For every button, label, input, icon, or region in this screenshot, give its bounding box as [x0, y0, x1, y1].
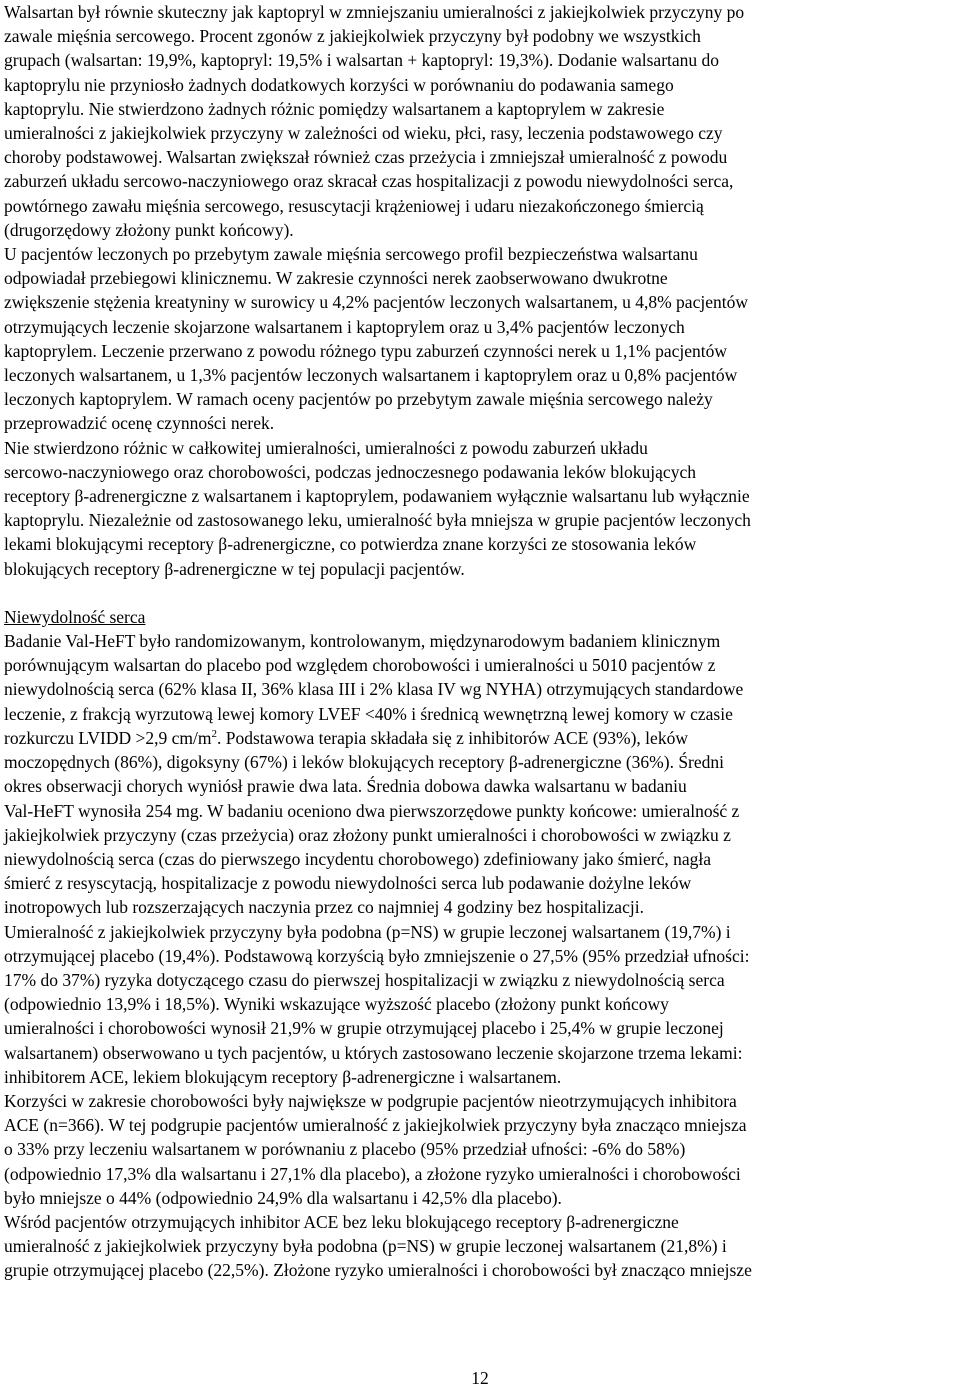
text-line: leczenie, z frakcją wyrzutową lewej komory LVEF <40% i średnicą wewnętrzną lewej komory w czasie [4, 703, 733, 724]
paragraph-safety-profile [4, 242, 956, 436]
text-line: zwiększenie stężenia kreatyniny w surowicy u 4,2% pacjentów leczonych walsartanem, u 4,8% pacjentów [4, 292, 748, 313]
text-line: grupie otrzymującej placebo (22,5%). Złożone ryzyko umieralności i chorobowości był znacząco mniejsze [4, 1260, 752, 1281]
text-line: (drugorzędowy złożony punkt końcowy). [4, 219, 294, 240]
text-line: powtórnego zawału mięśnia sercowego, resuscytacji krążeniowej i udaru niezakończonego śmiercią [4, 195, 704, 216]
text-line-with-superscript [4, 726, 956, 750]
text-line: sercowo-naczyniowego oraz chorobowości, podczas jednoczesnego podawania leków blokujących [4, 461, 696, 482]
text-line: niewydolnością serca (62% klasa II, 36% klasa III i 2% klasa IV wg NYHA) otrzymujących standardowe [4, 679, 744, 700]
text-line: inotropowych lub rozszerzających naczynia przez co najmniej 4 godziny bez hospitalizacji. [4, 897, 644, 918]
text-line: kaptoprylu nie przyniosło żadnych dodatkowych korzyści w porównaniu do podawania samego [4, 74, 674, 95]
text-line: otrzymującej placebo (19,4%). Podstawową korzyścią było zmniejszenie o 27,5% (95% przedział ufności: [4, 945, 750, 966]
text-line: choroby podstawowej. Walsartan zwiększał również czas przeżycia i zmniejszał umieralność z powodu [4, 147, 728, 168]
text-line: Val-HeFT wynosiła 254 mg. W badaniu oceniono dwa pierwszorzędowe punkty końcowe: umieralność z [4, 800, 740, 821]
superscript: 2 [211, 728, 218, 741]
text-line: umieralności z jakiejkolwiek przyczyny w zależności od wieku, płci, rasy, leczenia podstawowego czy [4, 123, 723, 144]
text-line: Korzyści w zakresie chorobowości były największe w podgrupie pacjentów nieotrzymujących inhibitora [4, 1090, 737, 1111]
text-line: Walsartan był równie skuteczny jak kaptopryl w zmniejszaniu umieralności z jakiejkolwiek przyczyny po [4, 2, 745, 22]
text-line: leczonych kaptoprylem. W ramach oceny pacjentów po przebytym zawale mięśnia sercowego należy [4, 389, 713, 410]
text-line: (odpowiednio 13,9% i 18,5%). Wyniki wskazujące wyższość placebo (złożony punkt końcowy [4, 994, 669, 1015]
text-line: kaptoprylem. Leczenie przerwano z powodu różnego typu zaburzeń czynności nerek u 1,1% pacjentów [4, 340, 728, 361]
text-line: śmierć z resyscytacją, hospitalizacje z powodu niewydolności serca lub podawanie dożylne leków [4, 873, 692, 894]
text-line: odpowiadał przebiegowi klinicznemu. W zakresie czynności nerek zaobserwowano dwukrotne [4, 268, 668, 289]
paragraph-mortality-comparison [4, 0, 956, 242]
text-line: kaptoprylu. Nie stwierdzono żadnych różnic pomiędzy walsartanem a kaptoprylem w zakresie [4, 98, 665, 119]
section-heading-heart-failure: Niewydolność serca [4, 606, 146, 627]
text-line: zaburzeń układu sercowo-naczyniowego oraz skracał czas hospitalizacji z powodu niewydolności serca, [4, 171, 734, 192]
text-line: porównującym walsartan do placebo pod względem chorobowości i umieralności u 5010 pacjentów z [4, 655, 716, 676]
page-number: 12 [471, 1368, 489, 1388]
text-line: umieralności i chorobowości wynosił 21,9% w grupie otrzymującej placebo i 25,4% w grupie leczonej [4, 1018, 724, 1039]
text-line: ACE (n=366). W tej podgrupie pacjentów umieralność z jakiejkolwiek przyczyny była znacząco mniejsza [4, 1115, 747, 1136]
paragraph-subgroup-ace-no-beta [4, 1210, 956, 1283]
paragraph-spacer [4, 581, 956, 605]
text-line: było mniejsze o 44% (odpowiednio 24,9% dla walsartanu i 42,5% dla placebo). [4, 1187, 562, 1208]
text-line: Wśród pacjentów otrzymujących inhibitor ACE bez leku blokującego receptory β-adrenergiczne [4, 1211, 679, 1232]
text-line: 17% do 37%) ryzyka dotyczącego czasu do pierwszej hospitalizacji w związku z niewydolnością serca [4, 969, 725, 990]
text-line: blokujących receptory β-adrenergiczne w tej populacji pacjentów. [4, 558, 465, 579]
text-fragment: . Podstawowa terapia składała się z inhibitorów ACE (93%), leków [217, 727, 688, 748]
text-line: leczonych walsartanem, u 1,3% pacjentów leczonych walsartanem i kaptoprylem oraz u 0,8% pacjentów [4, 365, 738, 386]
text-line: moczopędnych (86%), digoksyny (67%) i leków blokujących receptory β-adrenergiczne (36%). Średni [4, 752, 725, 773]
text-line: Umieralność z jakiejkolwiek przyczyny była podobna (p=NS) w grupie leczonej walsartanem (19,7%) i [4, 921, 731, 942]
text-line: walsartanem) obserwowano u tych pacjentów, u których zastosowano leczenie skojarzone trzema lekami: [4, 1042, 743, 1063]
text-line: jakiejkolwiek przyczyny (czas przeżycia) oraz złożony punkt umieralności i chorobowości w związku z [4, 824, 731, 845]
document-page [4, 0, 956, 1283]
text-line: umieralność z jakiejkolwiek przyczyny była podobna (p=NS) w grupie leczonej walsartanem (21,8%) i [4, 1236, 727, 1257]
text-line: o 33% przy leczeniu walsartanem w porównaniu z placebo (95% przedział ufności: -6% do 58%) [4, 1139, 686, 1160]
text-line: kaptoprylu. Niezależnie od zastosowanego leku, umieralność była mniejsza w grupie pacjentów leczonych [4, 510, 751, 531]
text-line: lekami blokującymi receptory β-adrenergiczne, co potwierdza znane korzyści ze stosowania leków [4, 534, 697, 555]
text-line: (odpowiednio 17,3% dla walsartanu i 27,1% dla placebo), a złożone ryzyko umieralności i chorobowości [4, 1163, 741, 1184]
paragraph-beta-blockers [4, 436, 956, 581]
paragraph-val-heft-results [4, 920, 956, 1089]
text-line: okres obserwacji chorych wyniósł prawie dwa lata. Średnia dobowa dawka walsartanu w badaniu [4, 776, 687, 797]
text-line: niewydolnością serca (czas do pierwszego incydentu chorobowego) zdefiniowany jako śmierć, nagła [4, 848, 712, 869]
text-line: inhibitorem ACE, lekiem blokującym receptory β-adrenergiczne i walsartanem. [4, 1066, 562, 1087]
text-line: grupach (walsartan: 19,9%, kaptopryl: 19,5% i walsartan + kaptopryl: 19,3%). Dodanie walsartanu do [4, 50, 720, 71]
text-line: zawale mięśnia sercowego. Procent zgonów z jakiejkolwiek przyczyny był podobny we wszystkich [4, 26, 701, 47]
text-line: otrzymujących leczenie skojarzone walsartanem i kaptoprylem oraz u 3,4% pacjentów leczonych [4, 316, 685, 337]
text-line: przeprowadzić ocenę czynności nerek. [4, 413, 275, 434]
text-line: Badanie Val-HeFT było randomizowanym, kontrolowanym, międzynarodowym badaniem klinicznym [4, 631, 721, 652]
text-fragment: rozkurczu LVIDD >2,9 cm/m [4, 727, 212, 748]
paragraph-val-heft-design [4, 629, 956, 919]
text-line: Nie stwierdzono różnic w całkowitej umieralności, umieralności z powodu zaburzeń układu [4, 437, 648, 458]
paragraph-subgroup-no-ace [4, 1089, 956, 1210]
text-line: receptory β-adrenergiczne z walsartanem i kaptoprylem, podawaniem wyłącznie walsartanu lub wyłącznie [4, 486, 750, 507]
text-line: U pacjentów leczonych po przebytym zawale mięśnia sercowego profil bezpieczeństwa walsartanu [4, 244, 698, 265]
